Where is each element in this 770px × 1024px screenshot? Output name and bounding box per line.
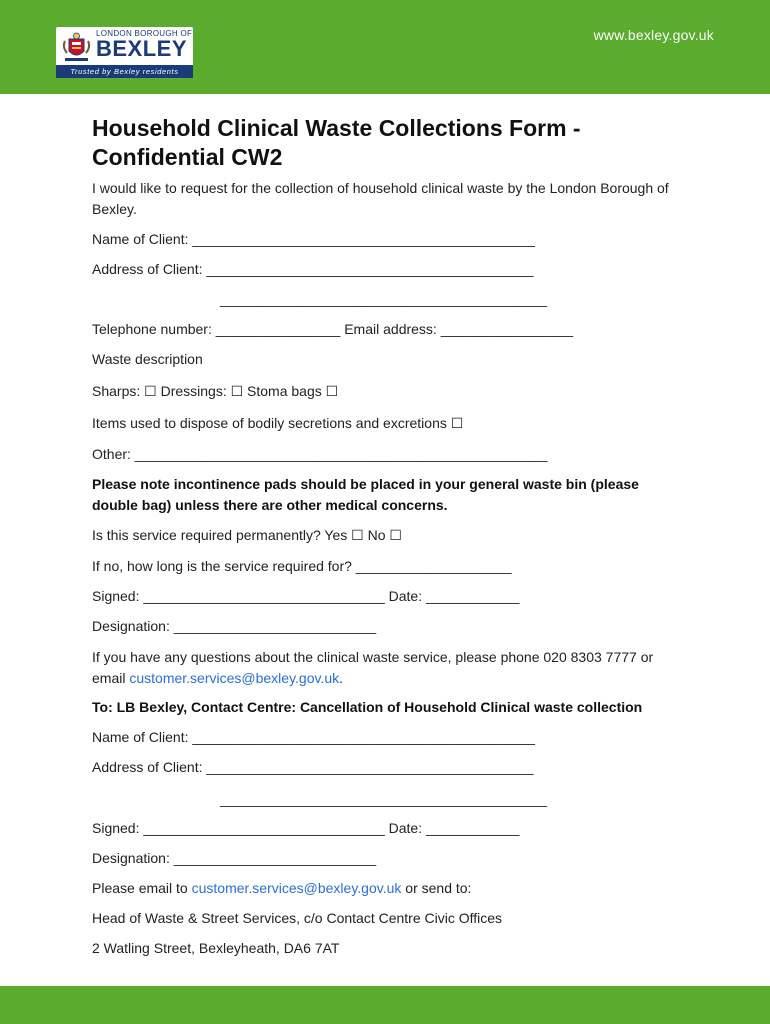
signed-date-field[interactable]: Signed: _______________________________ Date: ____________ (92, 588, 520, 604)
other-field[interactable]: Other: _____________________________________________________ (92, 446, 548, 462)
designation-field[interactable]: Designation: __________________________ (92, 618, 377, 634)
page-title: Household Clinical Waste Collections Form - Confidential CW2 (92, 115, 581, 170)
postal-address-line1: Head of Waste & Street Services, c/o Contact Centre Civic Offices (92, 910, 503, 926)
bexley-logo[interactable] (56, 27, 193, 78)
page-footer (0, 986, 770, 1024)
permanent-question-checkboxes[interactable]: Is this service required permanently? Yes ☐ No ☐ (92, 527, 402, 543)
logo-borough-text: LONDON BOROUGH OF (96, 29, 193, 38)
coat-of-arms-icon (60, 31, 93, 63)
cancel-signed-date-field[interactable]: Signed: _______________________________ Date: ____________ (92, 820, 520, 836)
address-line2-field[interactable]: __________________________________________ (220, 291, 548, 307)
telephone-email-field[interactable]: Telephone number: ________________ Email address: _________________ (92, 321, 574, 337)
logo-name-text: BEXLEY (96, 36, 188, 61)
cancel-address-line2-field[interactable]: __________________________________________ (220, 791, 548, 807)
customer-services-email-link[interactable]: customer.services@bexley.gov.uk (129, 670, 340, 686)
send-to-suffix: or send to: (401, 880, 472, 896)
cancel-name-of-client-field[interactable]: Name of Client: ____________________________________________ (92, 729, 535, 745)
website-link[interactable]: www.bexley.gov.uk (593, 27, 714, 43)
waste-type-checkboxes[interactable]: Sharps: ☐ Dressings: ☐ Stoma bags ☐ (92, 383, 339, 399)
name-of-client-field[interactable]: Name of Client: ____________________________________________ (92, 231, 535, 247)
cancellation-heading: To: LB Bexley, Contact Centre: Cancellation of Household Clinical waste collection (92, 699, 643, 715)
intro-text: I would like to request for the collection of household clinical waste by the London Borough of Bexley. (92, 180, 669, 217)
cancel-email-link[interactable]: customer.services@bexley.gov.uk (191, 880, 402, 896)
send-to-prefix: Please email to (92, 880, 192, 896)
send-to-text (92, 878, 471, 899)
questions-suffix: . (339, 670, 344, 686)
form-title-block (92, 114, 672, 220)
incontinence-note: Please note incontinence pads should be placed in your general waste bin (please double bag) unless there are other medical concerns. (92, 476, 639, 513)
duration-field[interactable]: If no, how long is the service required for? ____________________ (92, 558, 512, 574)
questions-prefix: If you have any questions about the clinical waste service, please phone 020 8303 7777 or email (92, 649, 654, 686)
postal-address-line2: 2 Watling Street, Bexleyheath, DA6 7AT (92, 940, 340, 956)
questions-text (92, 647, 662, 689)
cancel-address-of-client-field[interactable]: Address of Client: __________________________________________ (92, 759, 534, 775)
page-header (0, 0, 770, 94)
address-of-client-field[interactable]: Address of Client: __________________________________________ (92, 261, 534, 277)
cancel-designation-field[interactable]: Designation: __________________________ (92, 850, 377, 866)
bodily-items-checkbox[interactable]: Items used to dispose of bodily secretions and excretions ☐ (92, 415, 464, 431)
waste-description-label: Waste description (92, 351, 203, 367)
logo-tagline: Trusted by Bexley residents (56, 65, 193, 78)
